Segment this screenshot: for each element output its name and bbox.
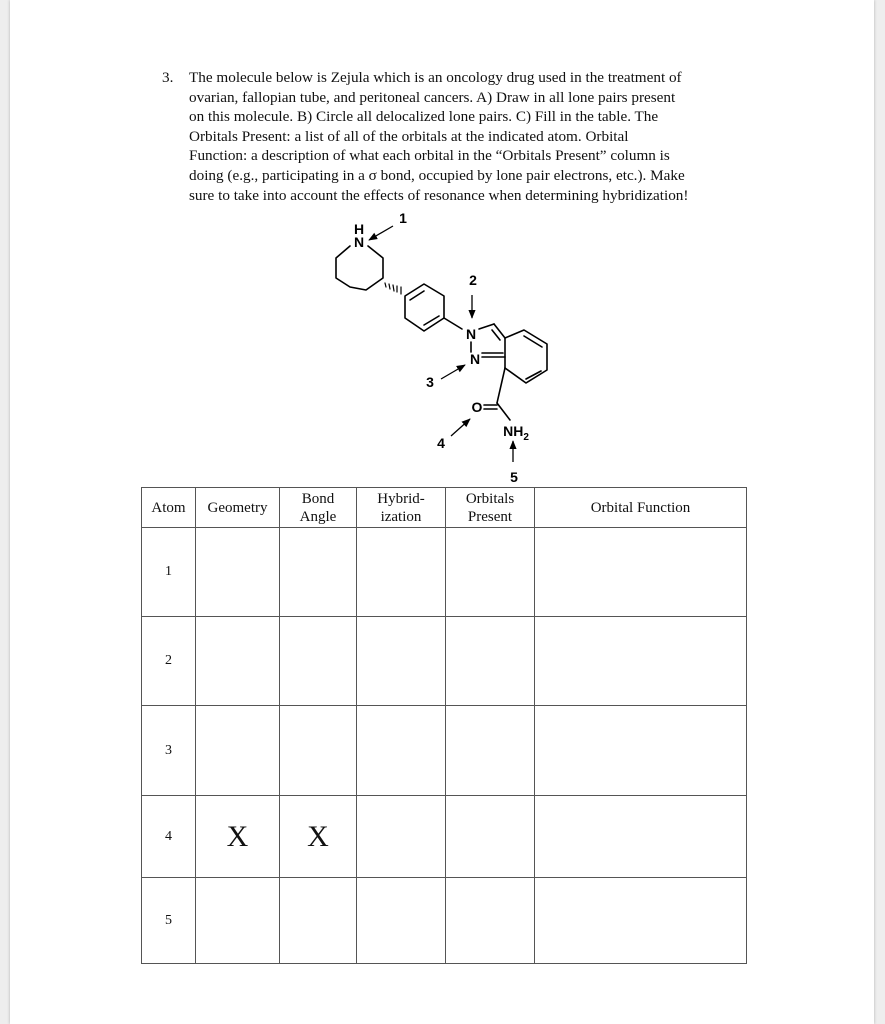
- atom-cell: 3: [142, 706, 196, 796]
- hybridization-cell[interactable]: [357, 617, 446, 706]
- orbitals-cell[interactable]: [446, 617, 535, 706]
- atom-cell: 1: [142, 528, 196, 617]
- aryl-carbonyl-bond: [497, 368, 505, 403]
- pointer-label-1: 1: [399, 210, 407, 226]
- pointer-label-5: 5: [510, 469, 518, 485]
- hybridization-cell[interactable]: [357, 796, 446, 878]
- pointer-arrow-3: [441, 365, 465, 379]
- table-row: [142, 617, 747, 706]
- piperidine-ring: [336, 246, 383, 290]
- piperidine-n-label: N: [353, 234, 365, 250]
- geometry-cell[interactable]: [196, 528, 280, 617]
- pointer-label-2: 2: [469, 272, 477, 288]
- function-cell[interactable]: [535, 528, 747, 617]
- function-cell[interactable]: [535, 878, 747, 964]
- header-bond-angle: Bond Angle: [280, 488, 357, 528]
- pointer-label-3: 3: [426, 374, 434, 390]
- question-line: ovarian, fallopian tube, and peritoneal cancers. A) Draw in all lone pairs present: [189, 88, 676, 106]
- c-c-double-bond-inner: [492, 330, 500, 340]
- amide-nh-text: NH: [503, 423, 524, 439]
- geometry-cell[interactable]: X: [196, 796, 280, 878]
- question-line: Function: a description of what each orbital in the “Orbitals Present” column is: [189, 147, 670, 165]
- atom-cell: 5: [142, 878, 196, 964]
- orbitals-cell[interactable]: [446, 878, 535, 964]
- bond-angle-cell[interactable]: X: [280, 796, 357, 878]
- question-number: 3.: [162, 69, 174, 86]
- header-geometry: Geometry: [196, 488, 280, 528]
- aryl-n-bond: [444, 318, 462, 329]
- amide-nh-label: [503, 423, 529, 443]
- header-atom: Atom: [142, 488, 196, 528]
- atom-cell: 4: [142, 796, 196, 878]
- table-row: [142, 706, 747, 796]
- geometry-cell[interactable]: [196, 617, 280, 706]
- indazole-n2-label: N: [465, 326, 477, 342]
- n-c-bond: [479, 324, 494, 329]
- pointer-arrow-1: [369, 226, 393, 240]
- c-c-double-bond: [494, 324, 505, 338]
- question-line: Orbitals Present: a list of all of the orbitals at the indicated atom. Orbital: [189, 127, 629, 145]
- hybridization-cell[interactable]: [357, 878, 446, 964]
- orbitals-cell[interactable]: [446, 528, 535, 617]
- fused-benzene-double-bond: [524, 336, 542, 347]
- pointer-arrow-4: [451, 419, 470, 436]
- bond-angle-cell[interactable]: [280, 617, 357, 706]
- function-cell[interactable]: [535, 796, 747, 878]
- atom-cell: 2: [142, 617, 196, 706]
- indazole-n1-label: N: [469, 351, 481, 367]
- bond-angle-cell[interactable]: [280, 706, 357, 796]
- table-row: [142, 796, 747, 878]
- amide-subscript: 2: [523, 432, 529, 443]
- bond-angle-cell[interactable]: [280, 528, 357, 617]
- zejula-structure: [0, 0, 885, 490]
- orbitals-cell[interactable]: [446, 796, 535, 878]
- function-cell[interactable]: [535, 617, 747, 706]
- question-line: on this molecule. B) Circle all delocalized lone pairs. C) Fill in the table. The: [189, 108, 659, 126]
- carbonyl-o-label: O: [471, 399, 483, 415]
- orbitals-cell[interactable]: [446, 706, 535, 796]
- function-cell[interactable]: [535, 706, 747, 796]
- pointer-label-4: 4: [437, 435, 445, 451]
- c-n-bond: [497, 403, 510, 420]
- table-row: [142, 528, 747, 617]
- question-line: sure to take into account the effects of resonance when determining hybridization!: [189, 186, 689, 204]
- table-row: [142, 878, 747, 964]
- header-orbitals-present: Orbitals Present: [446, 488, 535, 528]
- bond-angle-cell[interactable]: [280, 878, 357, 964]
- question-line: The molecule below is Zejula which is an oncology drug used in the treatment of: [189, 69, 682, 86]
- header-hybridization: Hybrid- ization: [357, 488, 446, 528]
- header-orbital-function: Orbital Function: [535, 488, 747, 528]
- hybridization-table: [141, 487, 747, 964]
- hashed-wedge-bond: [385, 283, 401, 294]
- piperidine-h-label: H: [353, 221, 365, 237]
- geometry-cell[interactable]: [196, 878, 280, 964]
- hybridization-cell[interactable]: [357, 706, 446, 796]
- question-line: doing (e.g., participating in a σ bond, occupied by lone pair electrons, etc.). Make: [189, 166, 685, 184]
- hybridization-cell[interactable]: [357, 528, 446, 617]
- geometry-cell[interactable]: [196, 706, 280, 796]
- table-header-row: [142, 488, 747, 528]
